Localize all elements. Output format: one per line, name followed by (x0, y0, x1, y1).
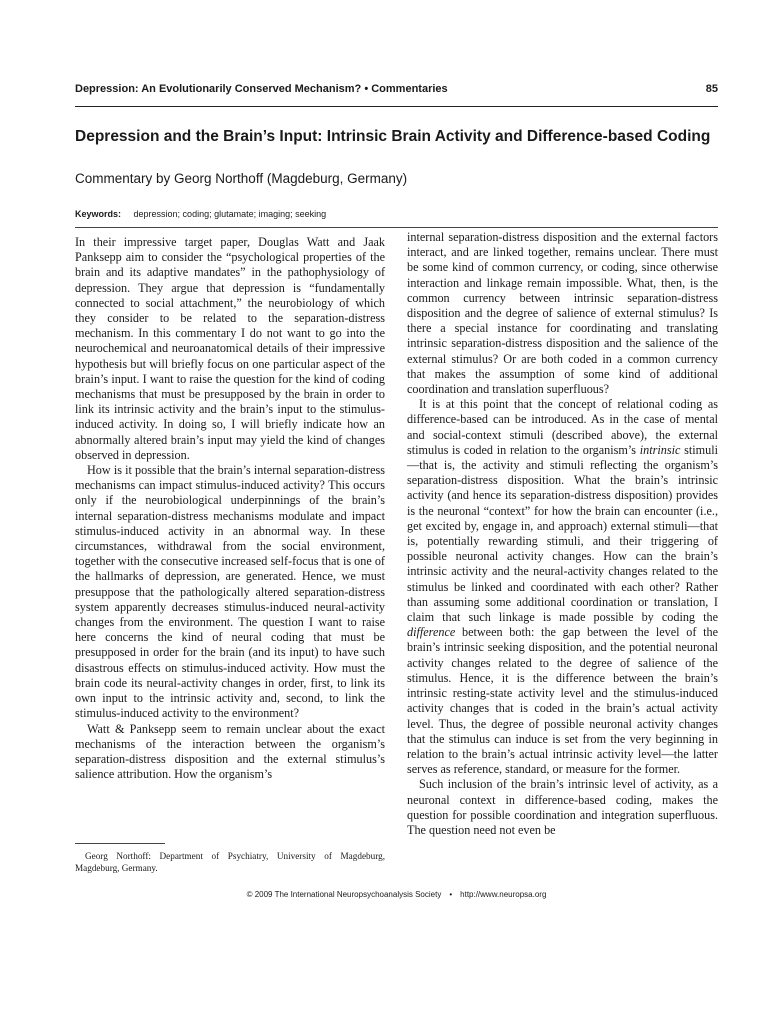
body-paragraph: internal separation-distress disposition and the external factors interact, and are linked together, remains unclear. There must be some kind of common currency, or coding, since otherwise interaction and linkage remain impossible. What, then, is the common currency between intrinsic separation-distress disposition and the degree of salience of external stimulus? Is there a special instance for coordinating and translating intrinsic separation-distress disposition and the salience of the external stimulus? Or are both coded in a common currency that makes the assumption of some kind of additional coordination and translation superfluous? (407, 230, 718, 397)
article-title: Depression and the Brain’s Input: Intrinsic Brain Activity and Difference-based Coding (75, 128, 711, 145)
body-paragraph: How is it possible that the brain’s internal separation-distress mechanisms can impact stimulus-induced activity? This occurs only if the neurobiological underpinnings of the brain’s internal separation-distress mechanisms modulate and impact stimulus-induced activity in an abnormal way. In these circumstances, withdrawal from the social environment, together with the consecutive increased self-focus that is one of the hallmarks of depression, are generated. Hence, we must presuppose that the pathologically altered separation-distress system apparently decreases stimulus-induced neural-activity changes from the environment. The question I want to raise here concerns the kind of neural coding that must be presupposed in order for the brain (and its input) to have such disastrous effects on stimulus-induced activity. How must the brain code its neural-activity changes in order, first, to link its own input to the intrinsic activity and, second, to link the stimulus-induced activity to the environment? (75, 463, 385, 721)
text-run: stimuli—that is, the activity and stimuli reflecting the organism’s separation-distress disposition. What the brain’s intrinsic activity (and hence its separation-distress disposition) provides is the neuronal “context” for how the brain can encounter (i.e., get excited by, engage in, and approach) external stimuli—that is, potentially rewarding stimuli, and their triggering of possible neuronal activity changes. How can the brain’s intrinsic activity and the neural-activity changes related to the stimulus be linked and coordinated with each other? Rather than assuming some additional coordination or translation, I claim that such linkage is made possible by coding the (407, 442, 718, 625)
copyright-notice: © 2009 The International Neuropsychoanalysis Society (246, 890, 442, 899)
footnote-rule (75, 843, 165, 844)
body-paragraph: Such inclusion of the brain’s intrinsic level of activity, as a neuronal context in difference-based coding, makes the question for possible coordination and integration superfluous. The question need not even be (407, 777, 718, 837)
article-byline: Commentary by Georg Northoff (Magdeburg, Germany) (75, 171, 408, 186)
page-footer (75, 890, 718, 900)
body-paragraph (407, 397, 718, 777)
footnote-text: Georg Northoff: Department of Psychiatry, University of Magdeburg, Magdeburg, Germany. (75, 851, 385, 873)
journal-running-title: Depression: An Evolutionarily Conserved Mechanism? • Commentaries (75, 83, 448, 95)
header-rule (75, 106, 718, 107)
running-head (75, 82, 718, 96)
body-paragraph: Watt & Panksepp seem to remain unclear about the exact mechanisms of the interaction between the organism’s separation-distress disposition and the external stimulus’s salience attribution. How the organism’s (75, 721, 385, 782)
keywords-value: depression; coding; glutamate; imaging; seeking (133, 209, 327, 219)
right-column (407, 230, 718, 838)
italic-term: difference (407, 625, 456, 640)
author-footnote (75, 851, 385, 874)
keywords-label: Keywords: (75, 209, 122, 219)
keywords-rule (75, 227, 718, 228)
page-number: 85 (705, 83, 718, 95)
society-url[interactable]: http://www.neuropsa.org (460, 890, 547, 899)
footer-separator: • (449, 890, 453, 899)
left-column (75, 235, 385, 782)
body-paragraph: In their impressive target paper, Douglas Watt and Jaak Panksepp aim to consider the “psychological properties of the brain and its adaptive mandates” in the pathophysiology of depression. They argue that depression is “fundamentally connected to social attachment,” the neurobiology of which they consider to be related to the separation-distress mechanism. In this commentary I do not want to go into the neurochemical and neuroanatomical details of their impressive hypothesis but will briefly focus on one particular aspect of the brain’s input. I want to raise the question for the kind of coding mechanisms that must be presupposed by the brain in order to link its intrinsic activity and the brain’s input to the stimulus-induced activity. In doing so, I will briefly indicate how an abnormally altered brain’s input may yield the kind of changes observed in depression. (75, 235, 385, 462)
italic-term: intrinsic (639, 442, 681, 457)
text-run: between both: the gap between the level of the brain’s intrinsic seeking disposition, and the potential neuronal activity changes related to the degree of salience of the stimulus. Hence, it is the difference between the brain’s intrinsic resting-state activity level and the stimulus-induced activity changes that is coded in the brain’s actual activity level. Thus, the degree of possible neuronal activity changes that the stimulus can induce is set from the very beginning in relation to the brain’s actual intrinsic activity level—the latter serves as reference, standard, or measure for the former. (407, 625, 718, 777)
text-run: It is at this point that the concept of relational coding as difference-based can be introduced. As in the case of mental and social-context stimuli (described above), the external stimulus is coded in relation to the organism’s (407, 397, 718, 457)
keywords-line (75, 208, 718, 220)
